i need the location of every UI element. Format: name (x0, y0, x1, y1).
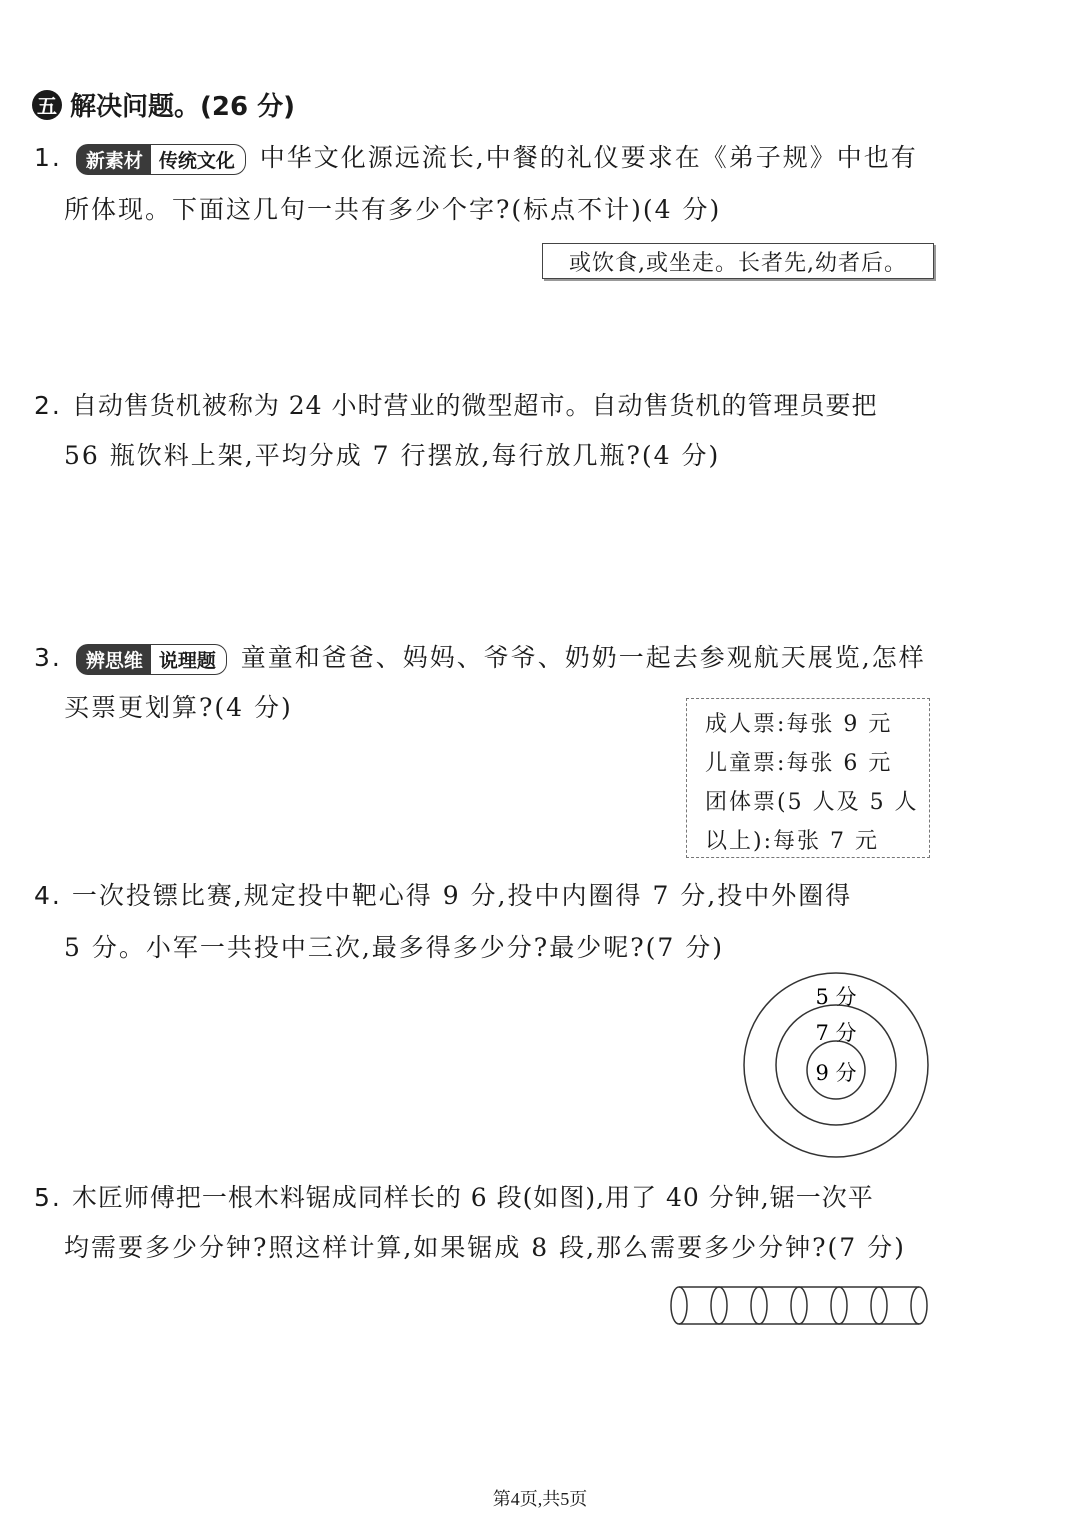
question-2-text-2: 56 瓶饮料上架,平均分成 7 行摆放,每行放几瓶?(4 分) (64, 441, 721, 470)
question-3-line-1 (34, 638, 926, 675)
question-5-text-1: 木匠师傅把一根木料锯成同样长的 6 段(如图),用了 40 分钟,锯一次平 (71, 1183, 874, 1212)
question-3-text-1: 童童和爸爸、妈妈、爷爷、奶奶一起去参观航天展览,怎样 (240, 643, 926, 672)
page-footer: 第4页,共5页 (492, 1489, 588, 1509)
question-1-number: 1. (34, 143, 62, 172)
question-4-text-2: 5 分。小军一共投中三次,最多得多少分?最少呢?(7 分) (64, 933, 724, 962)
log-end-right (911, 1287, 927, 1324)
log-end-left (671, 1287, 687, 1324)
question-1-text-1: 中华文化源远流长,中餐的礼仪要求在《弟子规》中也有 (259, 143, 918, 172)
dartboard-diagram (740, 970, 940, 1160)
price-child: 儿童票:每张 6 元 (705, 751, 893, 776)
cut-line (791, 1287, 807, 1324)
quote-box: 或饮食,或坐走。长者先,幼者后。 (542, 243, 934, 279)
ticket-price-box (686, 698, 930, 858)
inner-ring-label: 7 分 (815, 1021, 857, 1045)
section-title: 解决问题。(26 分) (70, 92, 295, 122)
question-2-text-1: 自动售货机被称为 24 小时营业的微型超市。自动售货机的管理员要把 (71, 391, 878, 420)
bullseye-label: 9 分 (815, 1061, 857, 1085)
cut-line (751, 1287, 767, 1324)
cut-line (711, 1287, 727, 1324)
question-4-text-1: 一次投镖比赛,规定投中靶心得 9 分,投中内圈得 7 分,投中外圈得 (71, 881, 853, 910)
question-1-tag (76, 144, 246, 175)
question-5-line-1 (34, 1178, 874, 1214)
price-adult: 成人票:每张 9 元 (705, 712, 893, 737)
question-4-line-1 (34, 876, 852, 912)
price-group-1: 团体票(5 人及 5 人 (705, 790, 919, 815)
tag-new-material: 新素材 (76, 144, 151, 175)
outer-ring-label: 5 分 (815, 985, 857, 1009)
question-5-text-2: 均需要多少分钟?照这样计算,如果锯成 8 段,那么需要多少分钟?(7 分) (64, 1233, 906, 1262)
tag-reasoning: 说理题 (151, 644, 227, 675)
price-group-2: 以上):每张 7 元 (705, 829, 879, 854)
question-3-tag (76, 644, 227, 675)
question-1-line-1 (34, 138, 918, 175)
question-4-number: 4. (34, 881, 62, 910)
wood-log-diagram (668, 1284, 936, 1328)
question-1-text-2: 所体现。下面这几句一共有多少个字?(标点不计)(4 分) (64, 195, 722, 224)
question-5-number: 5. (34, 1183, 62, 1212)
question-3-number: 3. (34, 643, 62, 672)
section-number-badge: 五 (32, 90, 62, 120)
question-3-text-2: 买票更划算?(4 分) (64, 693, 293, 722)
question-2-number: 2. (34, 391, 62, 420)
tag-thinking: 辨思维 (76, 644, 151, 675)
cut-line (831, 1287, 847, 1324)
question-2-line-1 (34, 386, 878, 422)
tag-traditional-culture: 传统文化 (151, 144, 246, 175)
cut-line (871, 1287, 887, 1324)
section-header (32, 86, 295, 123)
